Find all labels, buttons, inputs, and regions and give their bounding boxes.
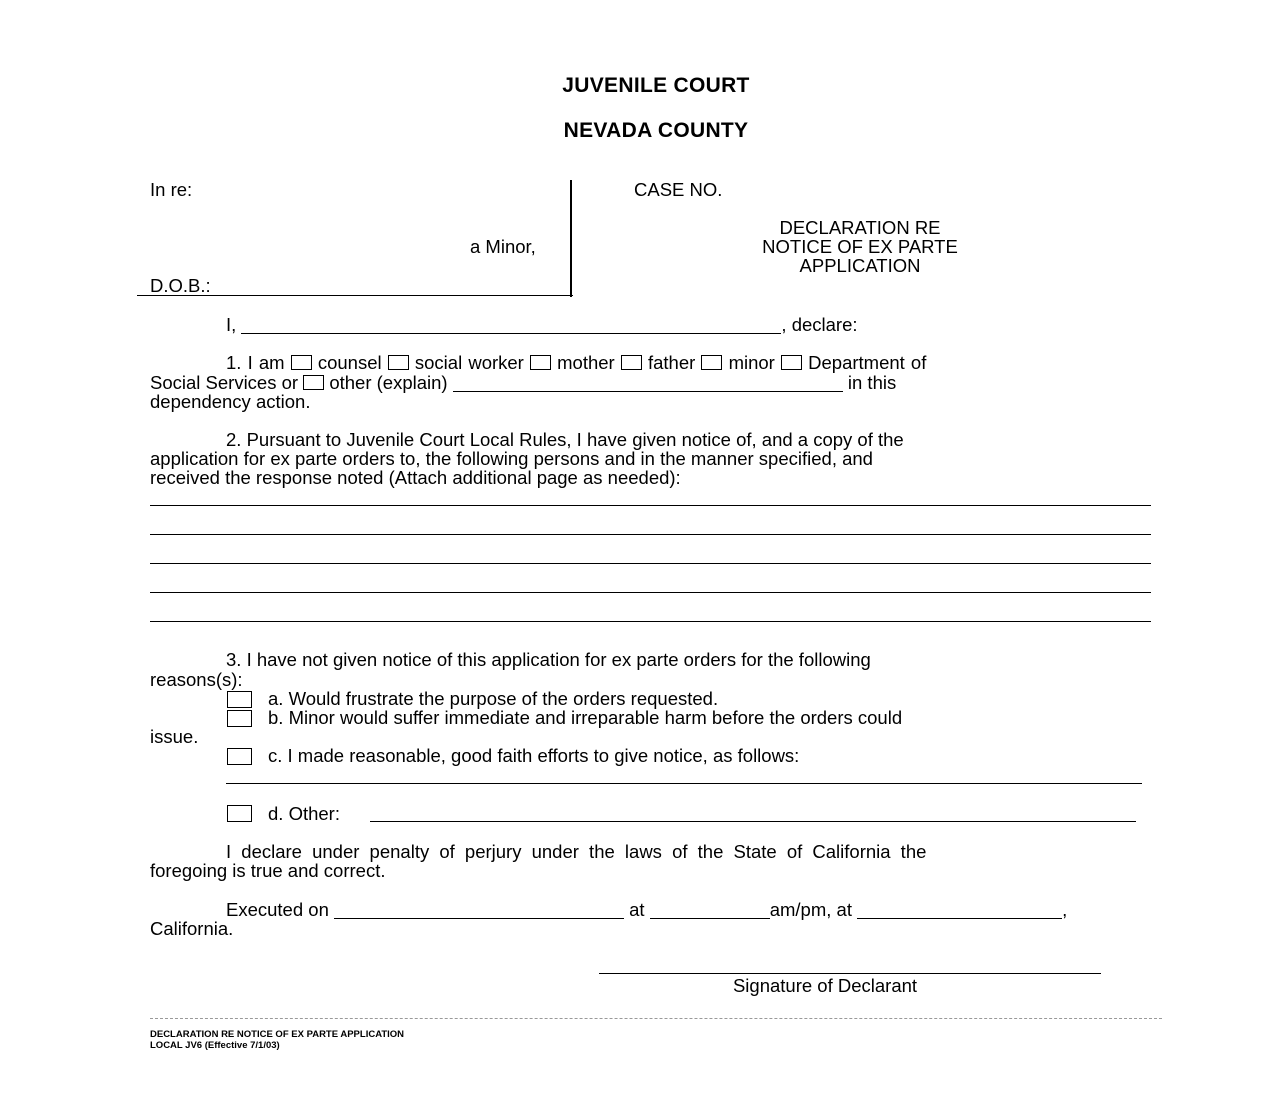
caption-divider (570, 180, 572, 297)
perjury-line-2: foregoing is true and correct. (150, 860, 386, 881)
document-title-line-3: APPLICATION (799, 255, 921, 276)
item-1-line-1 (226, 353, 926, 373)
item-1-lead: 1. I am (226, 352, 285, 373)
social-worker-checkbox[interactable] (388, 355, 409, 370)
notice-entry-line-3[interactable] (150, 563, 1151, 564)
executed-ampm-label: am/pm, at (769, 899, 852, 920)
executed-line (226, 900, 1067, 920)
reason-a-label: a. Would frustrate the purpose of the orders requested. (268, 688, 719, 709)
reason-b-continuation: issue. (150, 726, 199, 747)
mother-label: mother (557, 352, 615, 373)
case-no-label: CASE NO. (634, 179, 723, 200)
footer-form-id: LOCAL JV6 (Effective 7/1/03) (150, 1040, 280, 1051)
counsel-checkbox[interactable] (291, 355, 312, 370)
item-2-line-2: application for ex parte orders to, the following persons and in the manner specified, and (150, 448, 873, 469)
other-checkbox[interactable] (303, 375, 324, 390)
reason-c-entry-line[interactable] (226, 783, 1142, 784)
item-2-line-3: received the response noted (Attach additional page as needed): (150, 467, 681, 488)
document-title-line-1: DECLARATION RE (779, 217, 941, 238)
footer-rule (150, 1018, 1162, 1019)
notice-entry-line-5[interactable] (150, 621, 1151, 622)
declarant-name-field[interactable] (241, 317, 781, 334)
reason-c-label: c. I made reasonable, good faith efforts to give notice, as follows: (268, 745, 800, 766)
signature-line[interactable] (599, 973, 1101, 974)
counsel-label: counsel (317, 352, 382, 373)
executed-prefix: Executed on (226, 899, 329, 920)
item-3-line-1: 3. I have not given notice of this application for ex parte orders for the following (226, 649, 871, 670)
item-2-line-1: 2. Pursuant to Juvenile Court Local Rules, I have given notice of, and a copy of the (226, 429, 904, 450)
reason-a-checkbox[interactable] (227, 691, 252, 708)
reason-b-label: b. Minor would suffer immediate and irreparable harm before the orders could (268, 707, 903, 728)
mother-checkbox[interactable] (530, 355, 551, 370)
minor-checkbox[interactable] (701, 355, 722, 370)
caption-bottom-rule (137, 295, 573, 296)
declare-prefix: I, (226, 314, 237, 335)
document-title-line-2: NOTICE OF EX PARTE (762, 236, 958, 257)
minor-label: a Minor, (470, 236, 536, 257)
county-title: NEVADA COUNTY (563, 119, 749, 142)
executed-state: California. (150, 918, 234, 939)
other-label: other (explain) (329, 372, 448, 393)
father-label: father (647, 352, 696, 373)
declare-suffix: , declare: (781, 314, 858, 335)
in-re-label: In re: (150, 179, 193, 200)
dss-label-part-2: Social Services or (150, 372, 299, 393)
perjury-line-1: I declare under penalty of perjury under the laws of the State of California the (226, 841, 927, 862)
declare-line (226, 315, 858, 335)
item-3-line-2: reasons(s): (150, 669, 243, 690)
executed-time-field[interactable] (650, 902, 770, 919)
reason-d-label: d. Other: (268, 803, 340, 824)
social-worker-label: social worker (414, 352, 524, 373)
dss-label-part-1: Department of (808, 352, 927, 373)
item-1-line-3: dependency action. (150, 391, 311, 412)
other-explain-field[interactable] (453, 375, 843, 392)
executed-date-field[interactable] (334, 902, 624, 919)
item-1-line-2 (150, 373, 896, 393)
notice-entry-line-1[interactable] (150, 505, 1151, 506)
executed-place-field[interactable] (857, 902, 1062, 919)
dob-label: D.O.B.: (150, 275, 211, 296)
dss-checkbox[interactable] (781, 355, 802, 370)
reason-d-checkbox[interactable] (227, 805, 252, 822)
reason-d-entry-line[interactable] (370, 821, 1136, 822)
footer-title: DECLARATION RE NOTICE OF EX PARTE APPLICATION (150, 1029, 405, 1040)
father-checkbox[interactable] (621, 355, 642, 370)
minor-label-option: minor (728, 352, 775, 373)
court-title: JUVENILE COURT (562, 74, 750, 97)
executed-comma: , (1062, 899, 1068, 920)
reason-b-checkbox[interactable] (227, 710, 252, 727)
notice-entry-line-4[interactable] (150, 592, 1151, 593)
notice-entry-line-2[interactable] (150, 534, 1151, 535)
executed-at-label: at (629, 899, 645, 920)
signature-label: Signature of Declarant (732, 975, 918, 996)
reason-c-checkbox[interactable] (227, 748, 252, 765)
in-this-label: in this (847, 372, 897, 393)
